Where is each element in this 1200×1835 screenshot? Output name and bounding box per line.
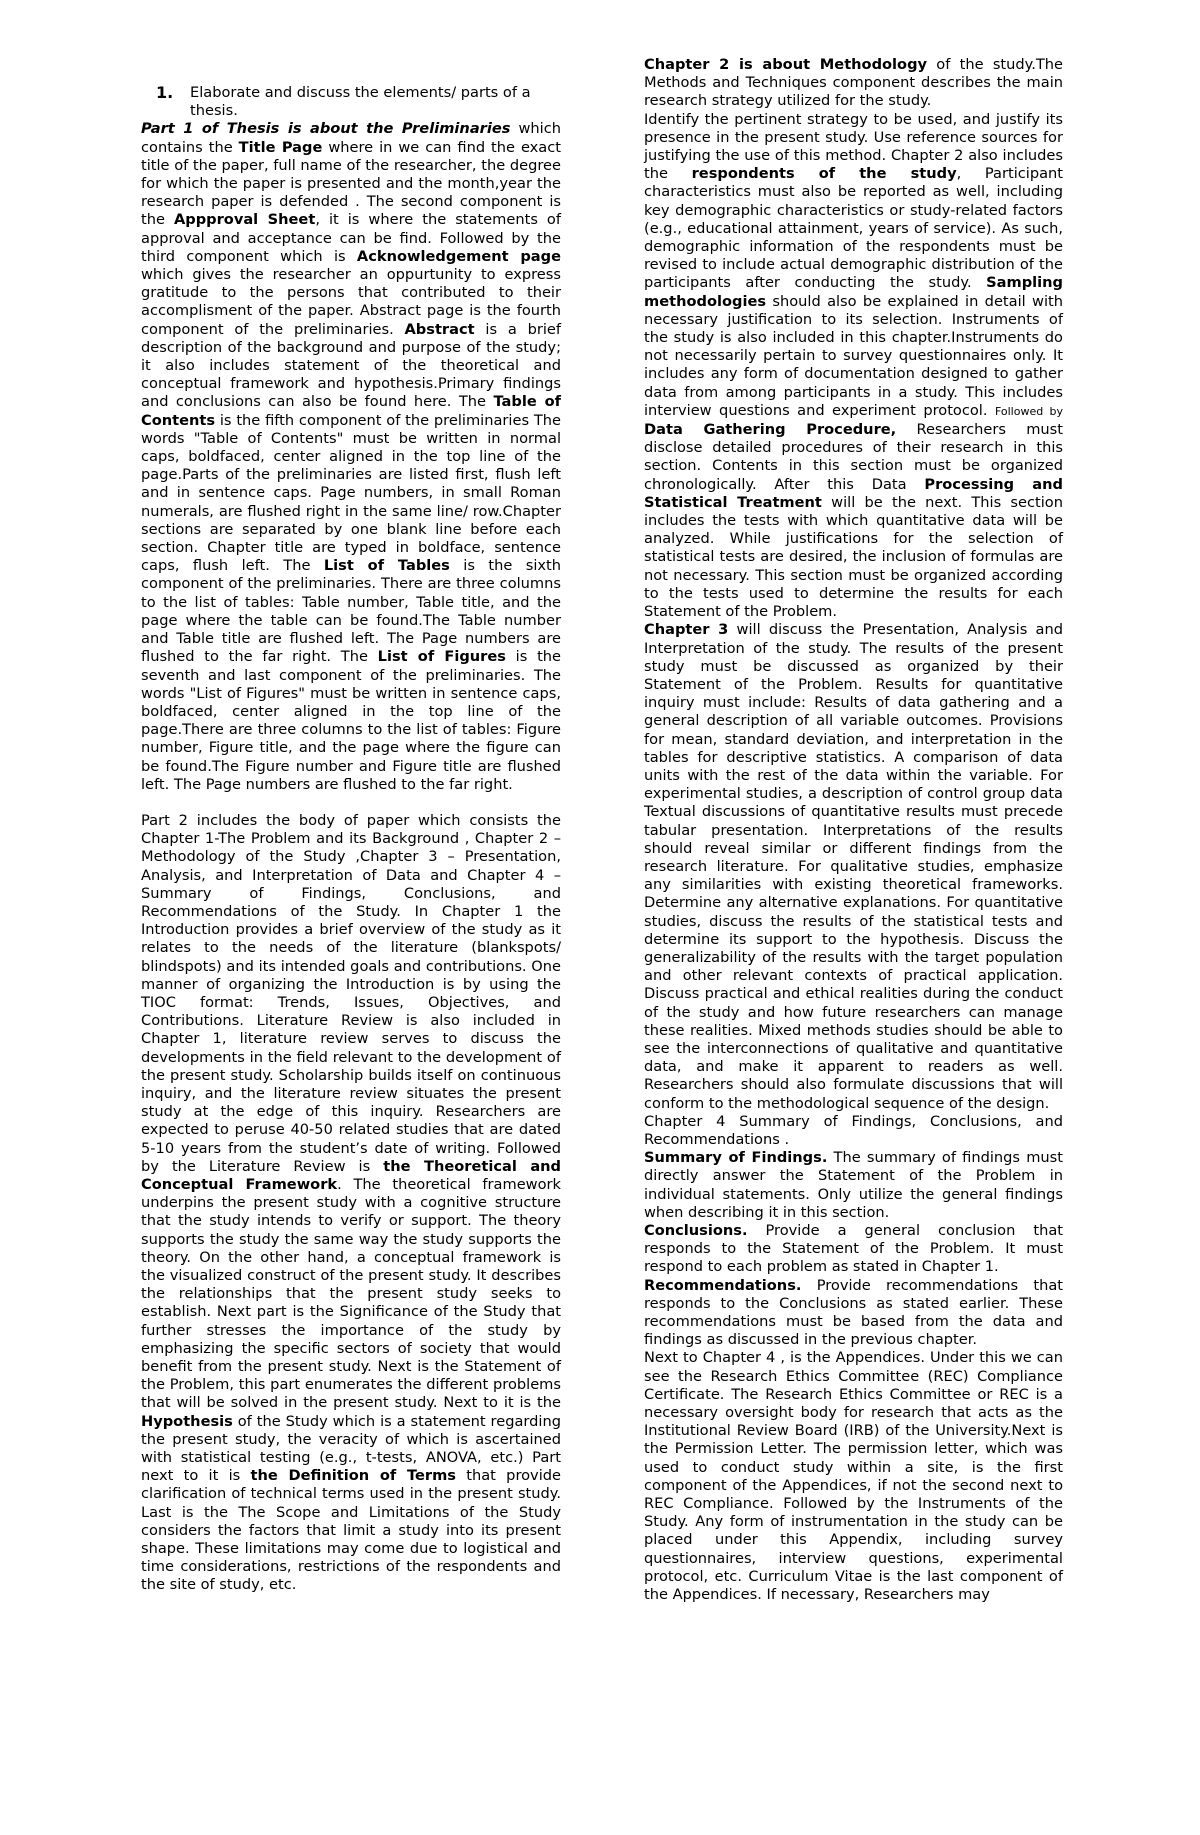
text-run-small: Followed by: [994, 404, 1064, 418]
term-abstract: Abstract: [404, 320, 475, 338]
term-data-gathering-procedure: Data Gathering Procedure,: [644, 421, 897, 439]
term-processing-statistical-treatment: Processing and Statistical Treatment: [644, 475, 1063, 511]
methodology-paragraph: [644, 111, 1063, 622]
list-number: 1.: [156, 83, 174, 102]
text-run: where in we can find the exact title of the paper, full name of the researcher, the degree for which the paper is presented and the month,year the research paper is defended . The second component is the: [141, 138, 561, 229]
text-run: should also be explained in detail with necessary justification to its selection. Instruments of the study is also included in this chapter.Instruments do not necessarily pertain to survey questionnaires only. It includes any form of documentation designed to gather data from among participants in a study. This includes interview questions and experiment protocol.: [644, 292, 1063, 419]
term-sampling-methodologies: Sampling methodologies: [644, 274, 1063, 310]
body-paragraph: [141, 812, 561, 1595]
part-1-title: Part 1 of Thesis is about the Preliminaries: [141, 120, 511, 138]
term-conclusions: Conclusions.: [644, 1222, 748, 1239]
question-text: Elaborate and discuss the elements/ parts of a thesis.: [190, 84, 531, 120]
text-run: , Participant characteristics must also be reported as well, including key demographic characteristics or study-related factors (e.g., educational attainment, years of service). As such, demographic information of the respondents must be revised to include actual demographic distribution of the participants after conducting the study.: [644, 165, 1064, 292]
text-run: Researchers must disclose detailed procedures of their research in this section. Contents in this section must be organized chronologically. After this Data: [644, 421, 1064, 493]
term-recommendations: Recommendations.: [644, 1276, 802, 1294]
conclusions-paragraph: [644, 1222, 1063, 1277]
summary-paragraph: [644, 1149, 1063, 1222]
text-run: Identify the pertinent strategy to be used, and justify its presence in the present study. Use reference sources for justifying the use of this method. Chapter 2 also includes the: [644, 110, 1063, 183]
text-run: which contains the: [141, 120, 561, 156]
text-run: will discuss the Presentation, Analysis and Interpretation of the study. The results of the present study must be discussed as organized by their Statement of the Problem. Results for quantitative inquiry must include: Results of data gathering and a general description of all variable outcomes. Provisions for mean, standard deviation, and interpretation in the tables for descriptive statistics. A comparison of data units with the rest of the data within the variable. For experimental studies, a description of control group data Textual discussions of quantitative results must precede tabular presentation. Interpretations of the results should reveal similar or different findings from the research literature. For qualitative studies, emphasize any similarities with existing theoretical frameworks. Determine any alternative explanations. For quantitative studies, discuss the results of the statistical tests and determine its support to the hypothesis. Discuss the generalizability of the results with the target population and other relevant contexts of practical application. Discuss practical and ethical realities during the conduct of the study and how future researchers can manage these realities. Mixed methods studies should be able to see the interconnections of qualitative and quantitative data, and make it apparent to readers as well. Researchers should also formulate discussions that will conform to the methodological sequence of the design.: [644, 621, 1063, 1112]
chapter-2-paragraph: [644, 56, 1063, 111]
blank-line: [141, 794, 561, 812]
term-acknowledgement-page: Acknowledgement page: [356, 247, 561, 265]
text-run: . The theoretical framework underpins the present study with a cognitive structure that the study intends to verify or support. The theory supports the study the same way the study supports the theory. On the other hand, a conceptual framework is the visualized construct of the present study. It describes the relationships that the present study seeks to establish. Next part is the Significance of the Study that further stresses the importance of the study by emphasizing the specific sectors of society that would benefit from the present study. Next is the Statement of the Problem, this part enumerates the different problems that will be solved in the present study. Next to it is the: [141, 1175, 562, 1412]
appendices-paragraph: Next to Chapter 4 , is the Appendices. Under this we can see the Research Ethics Committee (REC) Compliance Certificate. The Research Ethics Committee or REC is a necessary oversight body for research that acts as the Institutional Review Board (IRB) of the University.Next is the Permission Letter. The permission letter, which was used to conduct study within a site, is the first component of the Appendices, if not the second next to REC Compliance. Followed by the Instruments of the Study. Any form of instrumentation in the study can be placed under this Appendix, including survey questionnaires, interview questions, experimental protocol, etc. Curriculum Vitae is the last component of the Appendices. If necessary, Researchers may: [644, 1349, 1063, 1604]
text-run: will be the next. This section includes the tests with which quantitative data will be analyzed. While justifications for the selection of statistical tests are desired, the inclusion of formulas are not necessary. This section must be organized according to the tests used to determine the results for each Statement of the Problem.: [644, 493, 1063, 621]
chapter-3-title: Chapter 3: [644, 621, 729, 639]
text-run: is a brief description of the background and purpose of the study; it also includes statement of the theoretical and conceptual framework and hypothesis.Primary findings and conclusions can also be found here. The: [141, 320, 562, 411]
term-approval-sheet: Appproval Sheet: [173, 211, 316, 229]
term-list-of-figures: List of Figures: [377, 648, 506, 666]
text-run: is the fifth component of the preliminaries The words "Table of Contents" must be written in normal caps, boldfaced, center aligned in the top line of the page.Parts of the preliminaries are listed first, flush left and in sentence caps. Page numbers, in small Roman numerals, are flushed right in the same line/ row.Chapter sections are separated by one blank line before each section. Chapter title are typed in boldface, sentence caps, flush left. The: [141, 411, 561, 575]
text-run: of the Study which is a statement regarding the present study, the veracity of which is ascertained with statistical testing (e.g., t-tests, ANOVA, etc.) Part next to it is: [141, 1412, 561, 1485]
text-run: Provide a general conclusion that responds to the Statement of the Problem. It must respond to each problem as stated in Chapter 1.: [644, 1222, 1063, 1276]
text-run: is the sixth component of the preliminaries. There are three columns to the list of tables: Table number, Table title, and the page where the table can be found.The Table number and Table title are flushed left. The Page numbers are flushed to the far right. The: [141, 557, 561, 666]
text-run: that provide clarification of technical terms used in the present study. Last is the The Scope and Limitations of the Study considers the factors that limit a study into its present shape. These limitations may come due to logistical and time considerations, restrictions of the respondents and the site of study, etc.: [141, 1467, 561, 1594]
term-respondents: respondents of the study: [691, 165, 957, 183]
term-hypothesis: Hypothesis: [141, 1412, 233, 1430]
term-definition-of-terms: the Definition of Terms: [250, 1467, 456, 1485]
chapter-3-paragraph: [644, 621, 1063, 1112]
term-table-of-contents: Table of Contents: [141, 393, 561, 429]
text-run: of the study.The Methods and Techniques component describes the main research strategy utilized for the study.: [644, 56, 1063, 110]
text-run: , it is where the statements of approval and acceptance can be find. Followed by the third component which is: [141, 211, 561, 265]
chapter-2-title: Chapter 2 is about Methodology: [644, 56, 928, 73]
text-run: which gives the researcher an oppurtunity to express gratitude to the persons that contributed to their accomplisment of the paper. Abstract page is the fourth component of the preliminaries.: [141, 266, 561, 338]
chapter-4-heading: Chapter 4 Summary of Findings, Conclusions, and Recommendations .: [644, 1112, 1063, 1148]
term-theoretical-framework: the Theoretical and Conceptual Framework: [141, 1157, 562, 1193]
term-title-page: Title Page: [238, 138, 323, 156]
text-run: The summary of findings must directly answer the Statement of the Problem in individual statements. Only utilize the general findings when describing it in this section.: [644, 1149, 1063, 1221]
question-heading: [141, 84, 561, 120]
right-column: [644, 56, 1063, 1604]
term-list-of-tables: List of Tables: [323, 557, 450, 575]
recommendations-paragraph: [644, 1277, 1063, 1350]
preliminaries-paragraph: [141, 120, 561, 794]
left-column: [141, 84, 561, 1595]
text-run: is the seventh and last component of the preliminaries. The words "List of Figures" must be written in sentence caps, boldfaced, center aligned in the top line of the page.There are three columns to the list of tables: Figure number, Figure title, and the page where the figure can be found.The Figure number and Figure title are flushed left. The Page numbers are flushed to the far right.: [141, 648, 562, 793]
text-run: Part 2 includes the body of paper which consists the Chapter 1-The Problem and its Background , Chapter 2 – Methodology of the Study ,Chapter 3 – Presentation, Analysis, and Interpretation of Data and Chapter 4 – Summary of Findings, Conclusions, and Recommendations of the Study. In Chapter 1 the Introduction provides a brief overview of the study as it relates to the needs of the literature (blankspots/ blindspots) and its intended goals and contributions. One manner of organizing the Introduction is by using the TIOC format: Trends, Issues, Objectives, and Contributions. Literature Review is also included in Chapter 1, literature review serves to discuss the developments in the field relevant to the development of the present study. Scholarship builds itself on continuous inquiry, and the literature review situates the present study at the edge of this inquiry. Researchers are expected to peruse 40-50 related studies that are dated 5-10 years from the student’s date of writing. Followed by the Literature Review is: [141, 811, 561, 1175]
text-run: Provide recommendations that responds to the Conclusions as stated earlier. These recommendations must be based from the data and findings as discussed in the previous chapter.: [644, 1276, 1063, 1349]
term-summary-of-findings: Summary of Findings.: [644, 1149, 828, 1167]
